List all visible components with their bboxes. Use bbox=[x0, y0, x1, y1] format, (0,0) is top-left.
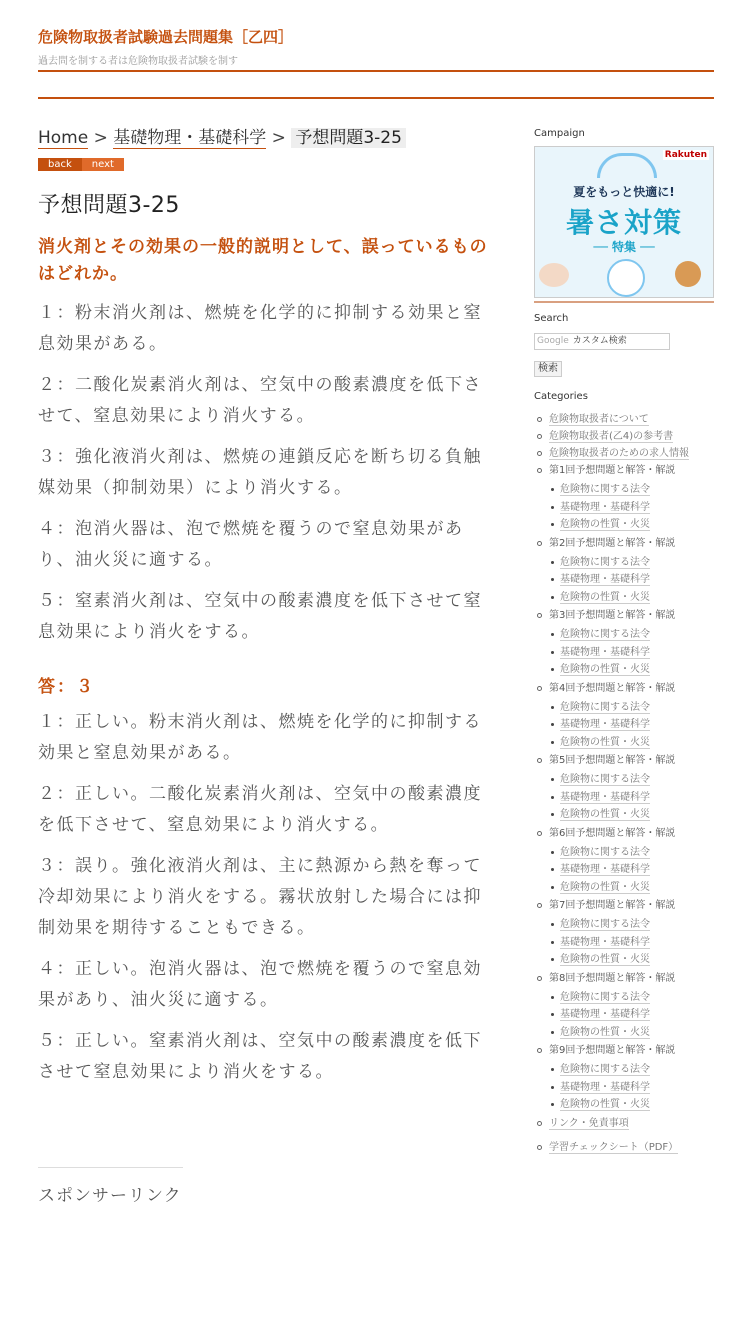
breadcrumb-category[interactable]: 基礎物理・基礎科学 bbox=[113, 128, 267, 148]
subcategory-item bbox=[549, 789, 714, 807]
subcategory-list bbox=[549, 771, 714, 824]
site-description: 過去問を制する者は危険物取扱者試験を制す bbox=[38, 56, 238, 67]
search-heading: Search bbox=[534, 313, 569, 324]
category-link[interactable]: 危険物の性質・火災 bbox=[560, 591, 650, 603]
categories-heading: Categories bbox=[534, 391, 588, 402]
category-link[interactable]: 危険物取扱者(乙4)の参考書 bbox=[549, 431, 674, 442]
category-link[interactable]: 危険物に関する法令 bbox=[560, 629, 650, 640]
subcategory-list bbox=[549, 1061, 714, 1114]
explanation-5: ５：正しい。窒素消火剤は、空気中の酸素濃度を低下させて窒息効果により消火をする。 bbox=[38, 1031, 482, 1082]
subcategory-item bbox=[549, 589, 714, 607]
subcategory-list bbox=[549, 989, 714, 1042]
subcategory-item bbox=[549, 1006, 714, 1024]
explanation-4: ４：正しい。泡消火器は、泡で燃焼を覆うので窒息効果があり、油火災に適する。 bbox=[38, 959, 482, 1010]
subcategory-list bbox=[549, 916, 714, 969]
subcategory-item bbox=[549, 481, 714, 499]
subcategory-list bbox=[549, 481, 714, 534]
subcategory-item bbox=[549, 771, 714, 789]
category-group bbox=[534, 680, 714, 752]
category-link[interactable]: リンク・免責事項 bbox=[549, 1117, 629, 1129]
category-group-label: 第3回予想問題と解答・解説 bbox=[549, 610, 676, 621]
category-group bbox=[534, 1042, 714, 1114]
rakuten-logo: Rakuten bbox=[664, 150, 707, 160]
category-link[interactable]: 危険物に関する法令 bbox=[560, 774, 650, 785]
category-group-label: 第9回予想問題と解答・解説 bbox=[549, 1045, 676, 1056]
category-link[interactable]: 基礎物理・基礎科学 bbox=[560, 936, 650, 948]
breadcrumb-current: 予想問題3-25 bbox=[291, 128, 406, 148]
option-3: ３：強化液消火剤は、燃焼の連鎖反応を断ち切る負触媒効果（抑制効果）により消火する。 bbox=[38, 447, 482, 498]
breadcrumb-separator: > bbox=[93, 128, 108, 148]
breadcrumb-home[interactable]: Home bbox=[38, 128, 89, 148]
category-link[interactable]: 学習チェックシート（PDF） bbox=[549, 1141, 679, 1153]
category-item bbox=[534, 411, 714, 428]
explanation-3: ３：誤り。強化液消火剤は、主に熱源から熱を奪って冷却効果により消火をする。霧状放射した場合には抑制効果を期待することもできる。 bbox=[38, 856, 482, 938]
subcategory-item bbox=[549, 1079, 714, 1097]
subcategory-list bbox=[549, 626, 714, 679]
category-item bbox=[534, 428, 714, 445]
site-header bbox=[38, 22, 714, 67]
category-link[interactable]: 危険物の性質・火災 bbox=[560, 1099, 650, 1110]
subcategory-item bbox=[549, 916, 714, 934]
category-link[interactable]: 危険物の性質・火災 bbox=[560, 664, 650, 675]
back-button[interactable]: back bbox=[38, 158, 82, 171]
category-group-label: 第2回予想問題と解答・解説 bbox=[549, 537, 676, 549]
category-group bbox=[534, 607, 714, 679]
subcategory-item bbox=[549, 516, 714, 534]
category-link[interactable]: 危険物の性質・火災 bbox=[560, 881, 650, 893]
subcategory-list bbox=[549, 844, 714, 897]
category-link[interactable]: 基礎物理・基礎科学 bbox=[560, 719, 650, 730]
subcategory-item bbox=[549, 626, 714, 644]
subcategory-item bbox=[549, 1061, 714, 1079]
next-button[interactable]: next bbox=[82, 158, 124, 171]
subcategory-item bbox=[549, 951, 714, 969]
category-link[interactable]: 基礎物理・基礎科学 bbox=[560, 574, 650, 585]
sponsor-divider bbox=[38, 1167, 183, 1168]
header-divider bbox=[38, 70, 714, 72]
subcategory-item bbox=[549, 989, 714, 1007]
site-title[interactable]: 危険物取扱者試験過去問題集［乙四］ bbox=[38, 28, 294, 46]
category-group bbox=[534, 462, 714, 534]
question-options bbox=[38, 298, 498, 648]
category-group-label: 第7回予想問題と解答・解説 bbox=[549, 900, 676, 911]
category-link[interactable]: 基礎物理・基礎科学 bbox=[560, 864, 650, 875]
nav-divider bbox=[38, 97, 714, 99]
category-link[interactable]: 基礎物理・基礎科学 bbox=[560, 501, 650, 513]
dog-graphic bbox=[675, 261, 701, 287]
subcategory-item bbox=[549, 554, 714, 572]
subcategory-item bbox=[549, 644, 714, 662]
main-content bbox=[38, 124, 498, 1088]
subcategory-item bbox=[549, 934, 714, 952]
category-group bbox=[534, 752, 714, 824]
category-link[interactable]: 危険物取扱者について bbox=[549, 414, 649, 425]
category-group bbox=[534, 970, 714, 1042]
category-link[interactable]: 基礎物理・基礎科学 bbox=[560, 1081, 650, 1093]
subcategory-item bbox=[549, 1096, 714, 1114]
category-group bbox=[534, 825, 714, 897]
banner-headline: 暑さ対策 bbox=[565, 206, 682, 239]
sidebar bbox=[534, 128, 714, 1156]
subcategory-item bbox=[549, 1024, 714, 1042]
question-text: 消火剤とその効果の一般的説明として、誤っているものはどれか。 bbox=[38, 237, 488, 284]
category-group bbox=[534, 897, 714, 969]
category-link[interactable]: 危険物に関する法令 bbox=[560, 1064, 650, 1075]
category-list bbox=[534, 411, 714, 1156]
subcategory-item bbox=[549, 861, 714, 879]
subcategory-item bbox=[549, 499, 714, 517]
category-item bbox=[534, 1139, 714, 1156]
breadcrumb-separator: > bbox=[271, 128, 286, 148]
category-link[interactable]: 危険物に関する法令 bbox=[560, 701, 650, 713]
subcategory-list bbox=[549, 554, 714, 607]
subcategory-item bbox=[549, 734, 714, 752]
option-1: １：粉末消火剤は、燃焼を化学的に抑制する効果と窒息効果がある。 bbox=[38, 303, 482, 354]
campaign-divider bbox=[534, 301, 714, 303]
subcategory-item bbox=[549, 879, 714, 897]
post-pager bbox=[38, 158, 498, 171]
category-link[interactable]: 基礎物理・基礎科学 bbox=[560, 646, 650, 658]
answer-label: 答：３ bbox=[38, 677, 95, 697]
google-label: Google bbox=[537, 336, 569, 346]
breadcrumb bbox=[38, 124, 498, 152]
subcategory-item bbox=[549, 806, 714, 824]
category-item bbox=[534, 1115, 714, 1132]
category-link[interactable]: 危険物に関する法令 bbox=[560, 484, 650, 495]
category-group-label: 第8回予想問題と解答・解説 bbox=[549, 972, 676, 984]
banner-subline: ── 特集 ── bbox=[593, 240, 655, 254]
sun-graphic bbox=[597, 153, 657, 178]
person-graphic bbox=[539, 263, 569, 287]
category-group-label: 第4回予想問題と解答・解説 bbox=[549, 682, 676, 694]
answer-explanations bbox=[38, 707, 498, 1088]
explanation-2: ２：正しい。二酸化炭素消火剤は、空気中の酸素濃度を低下させて、窒息効果により消火する。 bbox=[38, 784, 482, 835]
category-link[interactable]: 危険物に関する法令 bbox=[560, 919, 650, 930]
category-link[interactable]: 危険物の性質・火災 bbox=[560, 736, 650, 748]
option-4: ４：泡消火器は、泡で燃焼を覆うので窒息効果があり、油火災に適する。 bbox=[38, 519, 464, 570]
category-link[interactable]: 危険物の性質・火災 bbox=[560, 809, 650, 820]
category-link[interactable]: 基礎物理・基礎科学 bbox=[560, 1009, 650, 1020]
category-group-label: 第6回予想問題と解答・解説 bbox=[549, 827, 676, 839]
campaign-banner[interactable] bbox=[534, 146, 714, 298]
category-link[interactable]: 危険物の性質・火災 bbox=[560, 954, 650, 965]
category-group-label: 第5回予想問題と解答・解説 bbox=[549, 755, 676, 766]
category-link[interactable]: 危険物取扱者のための求人情報 bbox=[549, 448, 689, 459]
category-item bbox=[534, 445, 714, 462]
category-link[interactable]: 危険物に関する法令 bbox=[560, 556, 650, 568]
category-link[interactable]: 危険物の性質・火災 bbox=[560, 1026, 650, 1038]
category-link[interactable]: 基礎物理・基礎科学 bbox=[560, 791, 650, 803]
option-5: ５：窒素消火剤は、空気中の酸素濃度を低下させて窒息効果により消火をする。 bbox=[38, 591, 482, 642]
subcategory-item bbox=[549, 716, 714, 734]
option-2: ２：二酸化炭素消火剤は、空気中の酸素濃度を低下させて、窒息効果により消火する。 bbox=[38, 375, 482, 426]
category-link[interactable]: 危険物の性質・火災 bbox=[560, 519, 650, 530]
category-group bbox=[534, 535, 714, 607]
search-button[interactable]: 検索 bbox=[534, 361, 562, 377]
category-group-label: 第1回予想問題と解答・解説 bbox=[549, 465, 676, 476]
subcategory-item bbox=[549, 844, 714, 862]
post-title: 予想問題3-25 bbox=[38, 193, 180, 218]
search-input[interactable] bbox=[534, 333, 670, 350]
subcategory-item bbox=[549, 661, 714, 679]
bear-graphic bbox=[607, 259, 645, 297]
subcategory-item bbox=[549, 699, 714, 717]
subcategory-item bbox=[549, 571, 714, 589]
sponsor-heading: スポンサーリンク bbox=[38, 1186, 182, 1206]
campaign-heading: Campaign bbox=[534, 128, 585, 139]
search-placeholder: カスタム検索 bbox=[572, 336, 627, 346]
subcategory-list bbox=[549, 699, 714, 752]
category-link[interactable]: 危険物に関する法令 bbox=[560, 846, 650, 858]
explanation-1: １：正しい。粉末消火剤は、燃焼を化学的に抑制する効果と窒息効果がある。 bbox=[38, 712, 482, 763]
category-link[interactable]: 危険物に関する法令 bbox=[560, 991, 650, 1003]
banner-tagline: 夏をもっと快適に! bbox=[573, 185, 675, 199]
